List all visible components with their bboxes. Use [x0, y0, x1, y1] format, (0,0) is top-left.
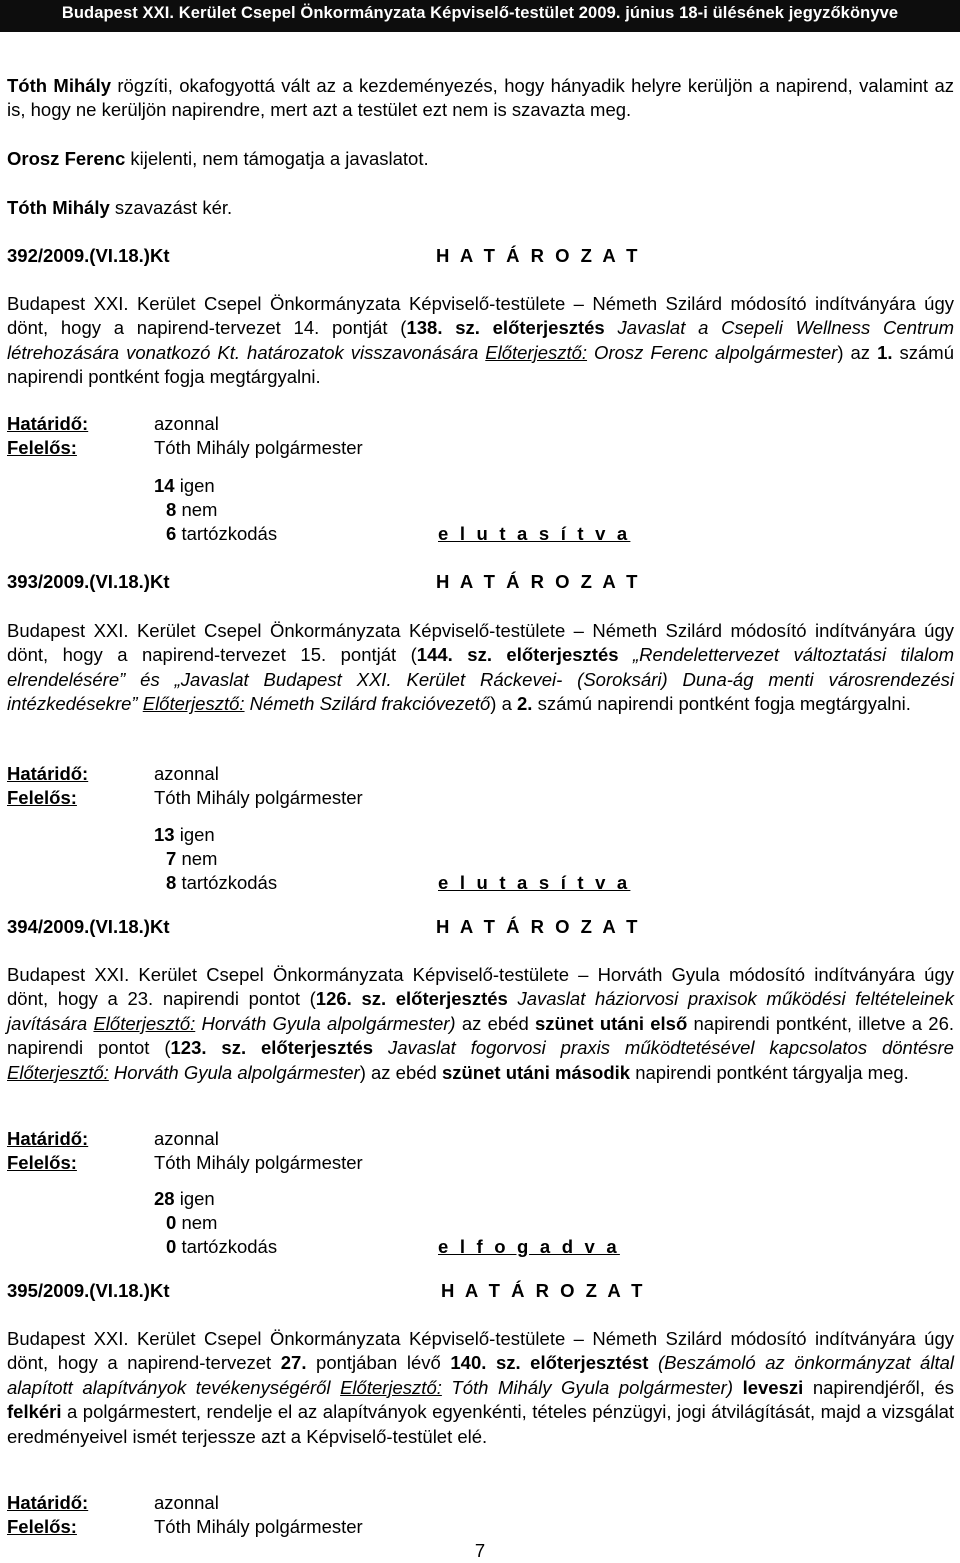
speaker-name: Tóth Mihály — [7, 75, 111, 96]
presenter-label: Előterjesztő: — [7, 1061, 109, 1083]
responsible-label: Felelős: — [7, 1516, 77, 1537]
presenter-label: Előterjesztő: — [142, 693, 245, 715]
vote-abstain — [166, 1235, 277, 1259]
vote-label: tartózkodás — [181, 872, 278, 893]
text-part: napirendi pontként tárgyalja meg. — [630, 1061, 909, 1083]
deadline-label: Határidő: — [7, 1128, 89, 1149]
text-part: Budapest XXI. Kerület Csepel Önkormányzata Képviselő-testülete – Németh Szilárd módosító indítványára úgy dönt, hogy a napirend-tervezet — [7, 1328, 954, 1374]
text-part: Javaslat fogorvosi praxis működtetésével kapcsolatos döntésre — [373, 1037, 954, 1059]
deadline-label: Határidő: — [7, 413, 89, 434]
presenter-label: Előterjesztő: — [340, 1376, 442, 1398]
text-part: (Beszámoló az önkormányzat által alapított alapítványok tevékenységéről — [7, 1352, 954, 1398]
deadline-value: azonnal — [154, 763, 219, 784]
responsible-value: Tóth Mihály polgármester — [154, 1152, 363, 1173]
text-part: Tóth Mihály Gyula polgármester) — [441, 1376, 734, 1398]
text-part: 138. sz. előterjesztés — [406, 317, 605, 339]
text-part: ) az ebéd — [359, 1061, 442, 1083]
deadline-label: Határidő: — [7, 1492, 89, 1513]
text-part: felkéri — [7, 1401, 62, 1423]
resolution-395-heading: H A T Á R O Z A T — [441, 1280, 646, 1301]
vote-result: e l u t a s í t v a — [438, 523, 631, 544]
text-part: pontjában lévő — [306, 1352, 451, 1374]
resolution-393-number: 393/2009.(VI.18.)Kt — [7, 571, 170, 592]
text-part: Budapest XXI. Kerület Csepel Önkormányzata Képviselő-testülete – Horváth Gyula módosító indítványára úgy dönt, hogy a 23. napirendi pontot ( — [7, 964, 954, 1010]
page-number: 7 — [474, 1540, 486, 1561]
deadline-value: azonnal — [154, 1492, 219, 1513]
vote-label: igen — [179, 824, 215, 845]
vote-count: 28 — [154, 1188, 175, 1209]
text-part: Javaslat háziorvosi praxisok működési feltételeinek javítására — [7, 988, 954, 1034]
text-part: 140. sz. előterjesztést — [450, 1352, 649, 1374]
text-part: Németh Szilárd frakcióvezető — [244, 693, 491, 715]
responsible-label: Felelős: — [7, 437, 77, 458]
responsible-label: Felelős: — [7, 1152, 77, 1173]
document-header — [0, 0, 960, 32]
vote-count: 8 — [166, 499, 177, 520]
resolution-394-text — [7, 963, 954, 1085]
paragraph-text: rögzíti, okafogyottá vált az a kezdeményezés, hogy hányadik helyre kerüljön a napirend, valamint az is, hogy ne kerüljön napirendre, mert azt a testület ezt nem is szavazta meg. — [7, 75, 954, 121]
text-part: napirendi pontként, illetve a 26. napirendi pontot ( — [7, 1012, 954, 1059]
presenter-label: Előterjesztő: — [485, 341, 588, 363]
vote-no — [166, 498, 217, 522]
text-part: Orosz Ferenc alpolgármester — [587, 341, 838, 363]
text-part: 123. sz. előterjesztés — [170, 1037, 374, 1059]
vote-label: tartózkodás — [181, 523, 278, 544]
text-part: Budapest XXI. Kerület Csepel Önkormányzata Képviselő-testülete – Németh Szilárd módosító indítványára úgy dönt, hogy a napirend-tervezet 15. pontját ( — [7, 620, 954, 666]
vote-abstain — [166, 871, 277, 895]
deadline-value: azonnal — [154, 413, 219, 434]
vote-label: nem — [181, 848, 218, 869]
vote-yes — [154, 1187, 215, 1211]
vote-yes — [154, 823, 215, 847]
document-header-title: Budapest XXI. Kerület Csepel Önkormányzata Képviselő-testület 2009. június 18-i ülésének jegyzőkönyve — [61, 4, 899, 22]
vote-count: 13 — [154, 824, 175, 845]
deadline-value: azonnal — [154, 1128, 219, 1149]
text-part: Horváth Gyula alpolgármester) — [195, 1012, 456, 1034]
resolution-392-heading: H A T Á R O Z A T — [436, 245, 641, 266]
text-part: Javaslat a Csepeli Wellness Centrum létrehozására vonatkozó Kt. határozatok visszavonására — [7, 317, 954, 363]
resolution-394-number: 394/2009.(VI.18.)Kt — [7, 916, 170, 937]
vote-label: nem — [181, 1212, 218, 1233]
text-part: a polgármestert, rendelje el az alapítványok egyenkénti, tételes pénzügyi, jogi átvilágítását, majd a vizsgálat eredményeivel ismét terjessze azt a Képviselő-testület elé. — [7, 1401, 954, 1447]
vote-no — [166, 1211, 217, 1235]
responsible-value: Tóth Mihály polgármester — [154, 1516, 363, 1537]
paragraph-text: szavazást kér. — [109, 197, 233, 218]
text-part: napirendjéről, és — [803, 1376, 955, 1398]
vote-yes — [154, 474, 215, 498]
vote-count: 14 — [154, 475, 175, 496]
vote-label: igen — [179, 1188, 215, 1209]
vote-abstain — [166, 522, 277, 546]
vote-count: 0 — [166, 1236, 177, 1257]
text-part: 27. — [280, 1352, 307, 1374]
responsible-value: Tóth Mihály polgármester — [154, 787, 363, 808]
text-part: Horváth Gyula alpolgármester — [108, 1061, 360, 1083]
text-part: ) a — [490, 693, 518, 715]
vote-label: igen — [179, 475, 215, 496]
resolution-392-number: 392/2009.(VI.18.)Kt — [7, 245, 170, 266]
responsible-label: Felelős: — [7, 787, 77, 808]
responsible-value: Tóth Mihály polgármester — [154, 437, 363, 458]
vote-no — [166, 847, 217, 871]
vote-count: 6 — [166, 523, 177, 544]
vote-count: 0 — [166, 1212, 177, 1233]
vote-label: nem — [181, 499, 218, 520]
intro-paragraph-1 — [7, 74, 954, 123]
text-part: 126. sz. előterjesztés — [315, 988, 508, 1010]
text-part: ) az — [837, 341, 878, 363]
text-part: szünet utáni első — [535, 1012, 688, 1034]
resolution-392-text — [7, 292, 954, 390]
resolution-393-text — [7, 619, 954, 717]
speaker-name: Orosz Ferenc — [7, 148, 126, 169]
text-part: 144. sz. előterjesztés — [416, 644, 619, 666]
deadline-label: Határidő: — [7, 763, 89, 784]
text-part: „Rendelettervezet változtatási tilalom elrendelésére” és „Javaslat Budapest XXI. Kerület Ráckevei- (Soroksári) Duna-ág menti városrendezési intézkedésekre” — [7, 644, 954, 715]
resolution-395-text — [7, 1327, 954, 1449]
text-part: az ebéd — [455, 1012, 535, 1034]
resolution-394-heading: H A T Á R O Z A T — [436, 916, 641, 937]
text-part: számú napirendi pontként fogja megtárgyalni. — [7, 341, 954, 388]
text-part: szünet utáni második — [441, 1061, 631, 1083]
intro-paragraph-2 — [7, 147, 954, 171]
text-part: 2. — [517, 693, 533, 715]
vote-count: 7 — [166, 848, 177, 869]
vote-count: 8 — [166, 872, 177, 893]
resolution-393-heading: H A T Á R O Z A T — [436, 571, 641, 592]
speaker-name: Tóth Mihály — [7, 197, 110, 218]
intro-paragraph-3 — [7, 196, 954, 220]
text-part: leveszi — [742, 1376, 804, 1398]
vote-label: tartózkodás — [181, 1236, 278, 1257]
text-part — [733, 1377, 743, 1398]
text-part: Budapest XXI. Kerület Csepel Önkormányzata Képviselő-testülete – Németh Szilárd módosító indítványára úgy dönt, hogy a napirend-tervezet 14. pontját ( — [7, 293, 954, 339]
vote-result: e l u t a s í t v a — [438, 872, 631, 893]
paragraph-text: kijelenti, nem támogatja a javaslatot. — [125, 148, 429, 169]
presenter-label: Előterjesztő: — [93, 1012, 196, 1034]
text-part: 1. — [877, 341, 893, 363]
text-part: számú napirendi pontként fogja megtárgyalni. — [532, 693, 911, 715]
resolution-395-number: 395/2009.(VI.18.)Kt — [7, 1280, 170, 1301]
vote-result: e l f o g a d v a — [438, 1236, 620, 1257]
